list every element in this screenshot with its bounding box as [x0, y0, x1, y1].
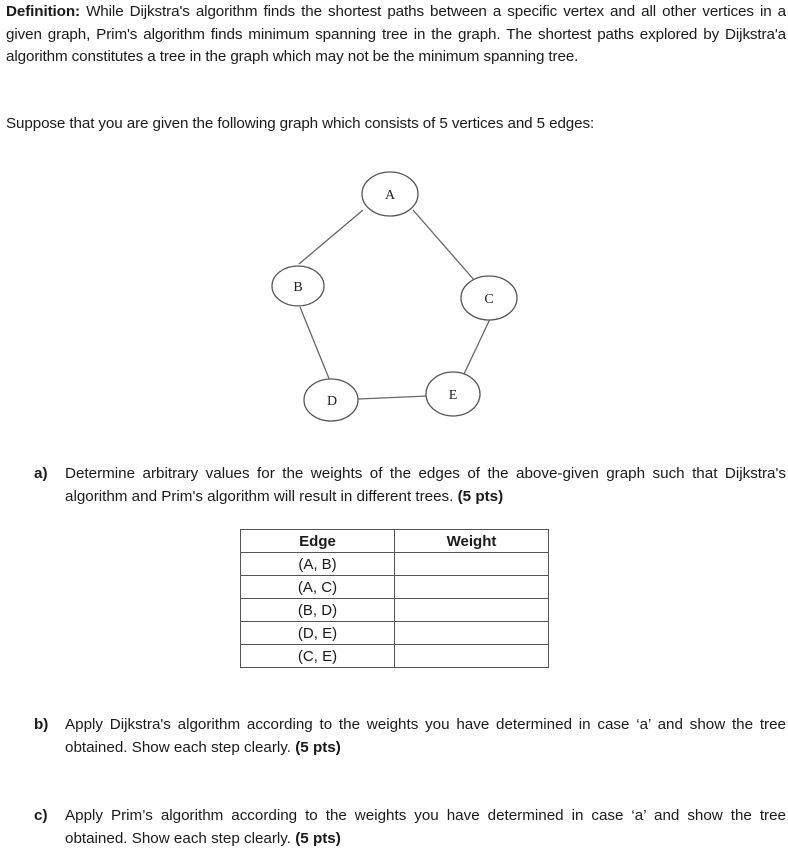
weight-cell[interactable] — [395, 599, 549, 622]
node-e-label: E — [448, 388, 458, 403]
edge-d-e — [358, 396, 428, 399]
edge-c-e — [464, 319, 490, 374]
definition-text: While Dijkstra's algorithm finds the shortest paths between a specific vertex and all other vertices in a given graph, Prim's algorithm finds minimum spanning tree in the graph. The shortest paths explored by Dijkstra'a algorithm constitutes a tree in the graph which may not be the minimum spanning tree. — [6, 3, 786, 66]
edge-a-b — [299, 210, 363, 264]
edge-cell: (C, E) — [241, 645, 395, 668]
table-row — [241, 553, 549, 576]
table-row — [241, 645, 549, 668]
node-b-label: B — [293, 280, 303, 295]
question-c-text: Apply Prim’s algorithm according to the weights you have determined in case ‘a’ and show the tree obtained. Show each step clearly. — [65, 807, 786, 847]
table-row — [241, 622, 549, 645]
header-edge: Edge — [241, 530, 395, 553]
weight-cell[interactable] — [395, 576, 549, 599]
definition-label: Definition: — [6, 3, 80, 20]
edge-weight-table — [240, 529, 549, 668]
intro-paragraph: Suppose that you are given the following graph which consists of 5 vertices and 5 edges: — [6, 115, 595, 132]
edge-a-c — [413, 210, 475, 281]
node-a-label: A — [384, 188, 396, 203]
question-c — [34, 804, 786, 850]
question-b-marker: b) — [34, 716, 49, 733]
table-row — [241, 576, 549, 599]
question-b — [34, 713, 786, 759]
node-c-label: C — [484, 292, 494, 307]
header-weight: Weight — [395, 530, 549, 553]
edge-cell: (B, D) — [241, 599, 395, 622]
question-b-text: Apply Dijkstra's algorithm according to the weights you have determined in case ‘a’ and show the tree obtained. Show each step clearly. — [65, 716, 786, 756]
question-a — [34, 462, 786, 508]
question-a-marker: a) — [34, 465, 48, 482]
question-c-points: (5 pts) — [295, 830, 341, 847]
weight-cell[interactable] — [395, 645, 549, 668]
edge-b-d — [300, 307, 330, 381]
graph-edges — [299, 210, 490, 399]
edge-cell: (A, C) — [241, 576, 395, 599]
weight-cell[interactable] — [395, 622, 549, 645]
node-d-label: D — [326, 394, 338, 409]
table-row — [241, 599, 549, 622]
edge-cell: (A, B) — [241, 553, 395, 576]
question-a-text: Determine arbitrary values for the weights of the edges of the above-given graph such that Dijkstra's algorithm and Prim's algorithm will result in different trees. — [65, 465, 786, 505]
table-header-row — [241, 530, 549, 553]
weight-cell[interactable] — [395, 553, 549, 576]
edge-cell: (D, E) — [241, 622, 395, 645]
question-a-points: (5 pts) — [457, 488, 504, 505]
question-b-points: (5 pts) — [295, 739, 341, 756]
question-c-marker: c) — [34, 807, 48, 824]
